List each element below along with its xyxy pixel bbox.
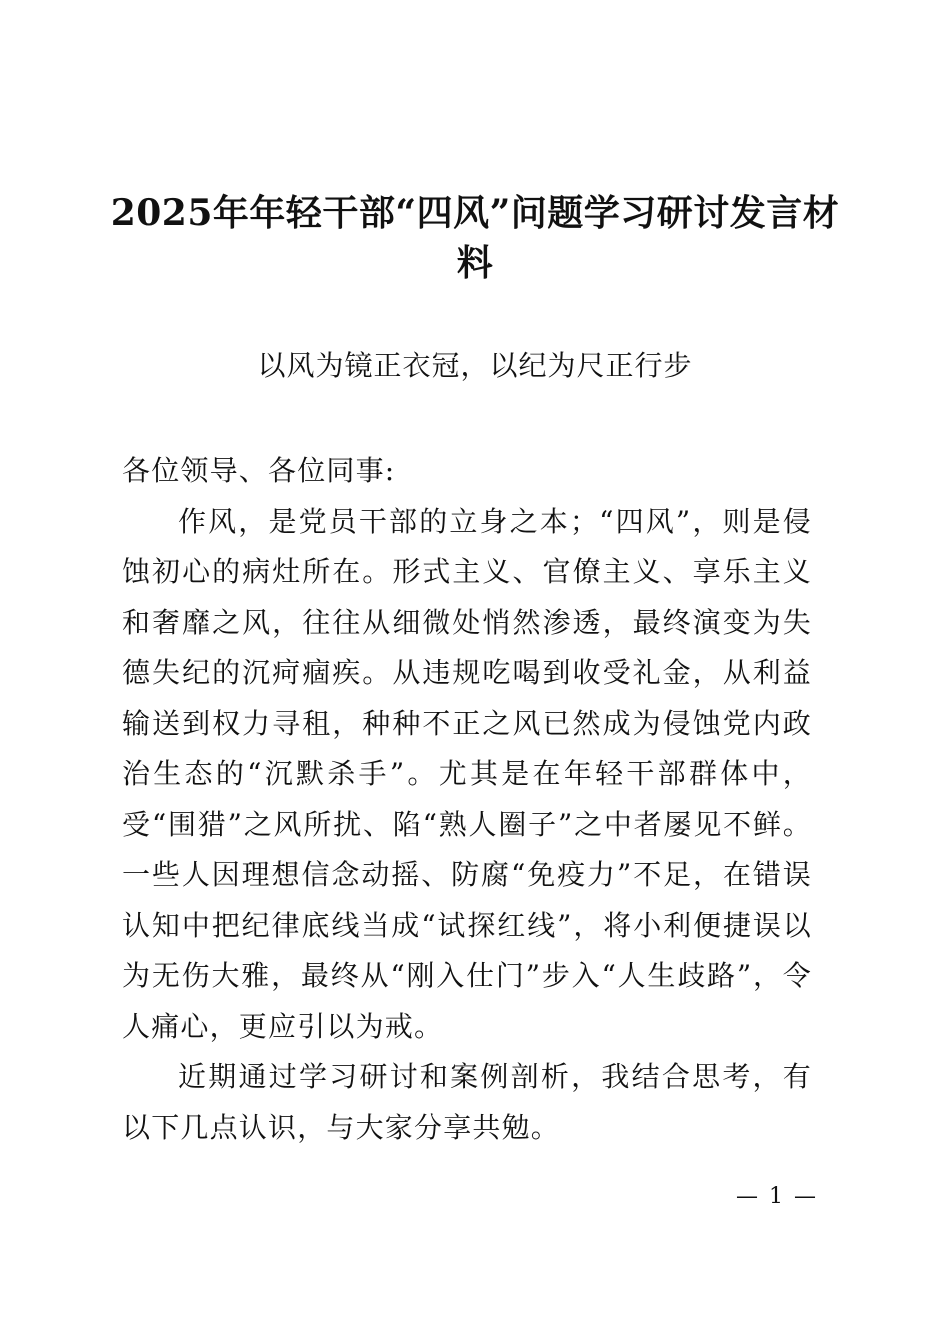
document-subtitle: 以风为镜正衣冠，以纪为尺正行步 xyxy=(257,349,693,382)
document-title: 2025年年轻干部“四风”问题学习研讨发言材料 xyxy=(110,192,840,284)
greeting: 各位领导、各位同事: xyxy=(122,454,396,487)
paragraph-2: 近期通过学习研讨和案例剖析，我结合思考，有以下几点认识，与大家分享共勉。 xyxy=(122,1060,812,1144)
paragraph-1: 作风，是党员干部的立身之本；“四风”，则是侵蚀初心的病灶所在。形式主义、官僚主义、享乐主义和奢靡之风，往往从细微处悄然渗透，最终演变为失德失纪的沉疴痼疾。从违规吃喝到收受礼金，从利益输送到权力寻租，种种不正之风已然成为侵蚀党内政治生态的“沉默杀手”。尤其是在年轻干部群体中，受“围猎”之风所扰、陷“熟人圈子”之中者屡见不鲜。一些人因理想信念动摇、防腐“免疫力”不足，在错误认知中把纪律底线当成“试探红线”，将小利便捷误以为无伤大雅，最终从“刚入仕门”步入“人生歧路”，令人痛心，更应引以为戒。 xyxy=(122,504,812,1043)
document-body xyxy=(122,446,812,1153)
page-number: — 1 — xyxy=(736,1184,818,1209)
